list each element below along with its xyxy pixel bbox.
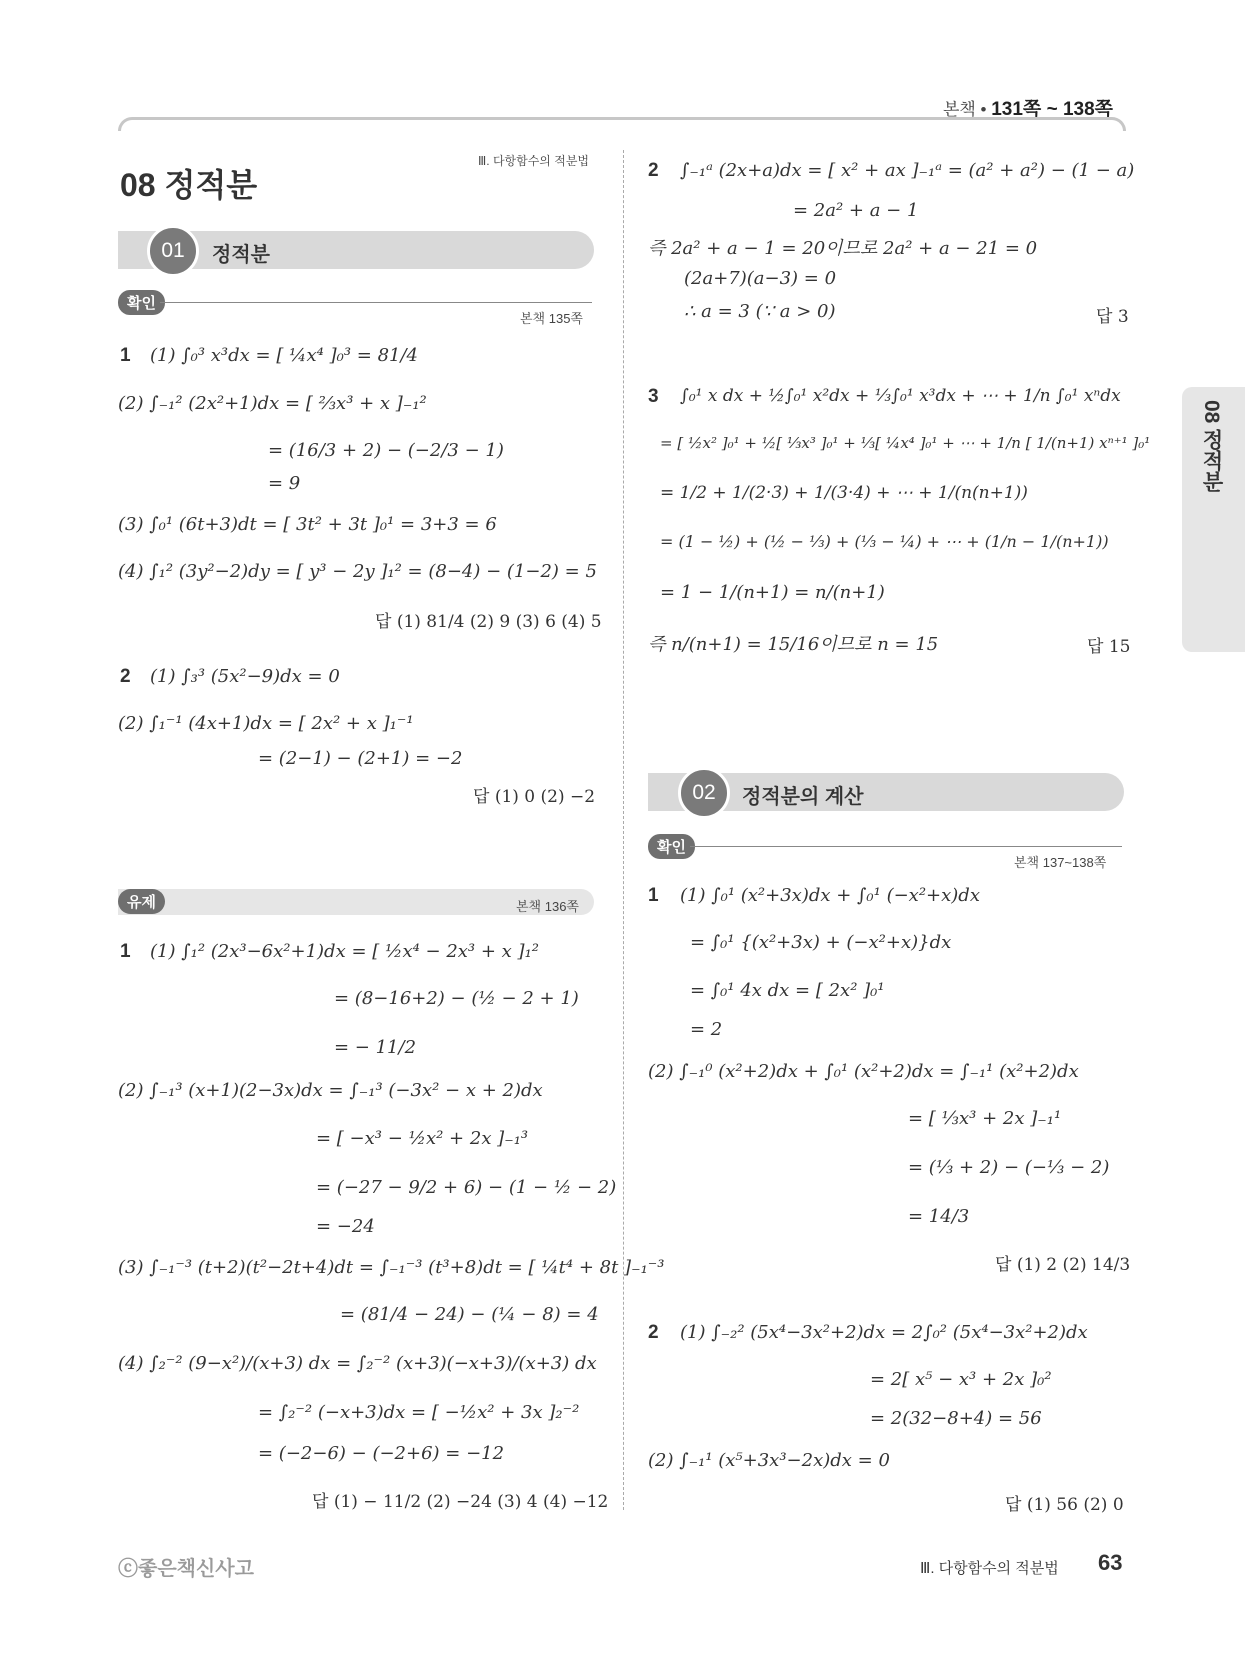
- math-line: 즉 2a² + a − 1 = 20이므로 2a² + a − 21 = 0: [648, 238, 1038, 259]
- answer: 답 3: [1096, 307, 1129, 327]
- math-line: = [ ⅓x³ + 2x ]₋₁¹: [908, 1108, 1062, 1129]
- math-line: (1) ∫₃³ (5x²−9)dx = 0: [150, 666, 340, 687]
- math-line: (4) ∫₁² (3y²−2)dy = [ y³ − 2y ]₁² = (8−4) − (1−2) = 5: [118, 561, 597, 582]
- math-line: = (16/3 + 2) − (−2/3 − 1): [268, 440, 504, 461]
- math-line: (1) ∫₀³ x³dx = [ ¼x⁴ ]₀³ = 81/4: [150, 345, 418, 366]
- math-line: (2a+7)(a−3) = 0: [684, 268, 837, 289]
- math-line: = 2[ x⁵ − x³ + 2x ]₀²: [870, 1369, 1052, 1390]
- math-line: = −24: [316, 1216, 375, 1237]
- math-line: (2) ∫₋₁² (2x²+1)dx = [ ⅔x³ + x ]₋₁²: [118, 393, 427, 414]
- math-line: (4) ∫₂⁻² (9−x²)/(x+3) dx = ∫₂⁻² (x+3)(−x+3)/(x+3) dx: [118, 1353, 597, 1374]
- math-line: = (−2−6) − (−2+6) = −12: [258, 1443, 505, 1464]
- chapter-subtitle: Ⅲ. 다항함수의 적분법: [478, 154, 590, 168]
- answer: 답 15: [1087, 637, 1131, 657]
- publisher-logo: ⓒ좋은책신사고: [118, 1558, 254, 1580]
- page-ref-range: 131쪽 ~ 138쪽: [991, 99, 1113, 120]
- math-line: = (−27 − 9/2 + 6) − (1 − ½ − 2): [316, 1177, 617, 1198]
- section-2-number: 02: [678, 767, 730, 819]
- math-line: = 2: [690, 1019, 723, 1040]
- problem-3-number: 3: [648, 386, 659, 407]
- confirm-rule: [160, 302, 592, 303]
- math-line: (2) ∫₋₁¹ (x⁵+3x³−2x)dx = 0: [648, 1450, 890, 1471]
- math-line: (2) ∫₋₁⁰ (x²+2)dx + ∫₀¹ (x²+2)dx = ∫₋₁¹ (x²+2)dx: [648, 1061, 1079, 1082]
- confirm-page-ref: 본책 135쪽: [520, 311, 583, 326]
- confirm-label: 확인: [648, 834, 695, 859]
- math-line: = [ −x³ − ½x² + 2x ]₋₁³: [316, 1128, 529, 1149]
- math-line: ∫₋₁ᵃ (2x+a)dx = [ x² + ax ]₋₁ᵃ = (a² + a²) − (1 − a): [680, 160, 1135, 181]
- page-ref-prefix: 본책: [942, 100, 976, 119]
- confirm-rule: [690, 846, 1122, 847]
- section-2-title: 정적분의 계산: [742, 786, 864, 808]
- problem-1-number: 1: [120, 345, 131, 366]
- footer-chapter: Ⅲ. 다항함수의 적분법: [920, 1560, 1059, 1577]
- chapter-title: 08 정적분: [120, 167, 258, 203]
- example-page-ref: 본책 136쪽: [516, 899, 579, 914]
- math-line: = 14/3: [908, 1206, 970, 1227]
- math-line: = (1 − ½) + (½ − ⅓) + (⅓ − ¼) + ⋯ + (1/n − 1/(n+1)): [660, 532, 1109, 551]
- math-line: (2) ∫₁⁻¹ (4x+1)dx = [ 2x² + x ]₁⁻¹: [118, 713, 414, 734]
- page-reference: 본책 • 131쪽 ~ 138쪽: [942, 99, 1113, 120]
- top-rule: [118, 117, 1126, 131]
- math-line: = (81/4 − 24) − (¼ − 8) = 4: [340, 1304, 599, 1325]
- math-line: = (⅓ + 2) − (−⅓ − 2): [908, 1157, 1110, 1178]
- math-line: ∴ a = 3 (∵ a > 0): [684, 301, 836, 322]
- answer: 답 (1) 56 (2) 0: [1005, 1495, 1124, 1515]
- problem-1-number: 1: [648, 885, 659, 906]
- problem-2-number: 2: [648, 1322, 659, 1343]
- math-line: 즉 n/(n+1) = 15/16이므로 n = 15: [648, 634, 939, 655]
- math-line: (3) ∫₀¹ (6t+3)dt = [ 3t² + 3t ]₀¹ = 3+3 = 6: [118, 514, 497, 535]
- answer: 답 (1) − 11/2 (2) −24 (3) 4 (4) −12: [312, 1492, 609, 1512]
- example-label: 유제: [118, 889, 165, 914]
- math-line: = ∫₂⁻² (−x+3)dx = [ −½x² + 3x ]₂⁻²: [258, 1402, 580, 1423]
- math-line: = 2(32−8+4) = 56: [870, 1408, 1042, 1429]
- math-line: = [ ½x² ]₀¹ + ½[ ⅓x³ ]₀¹ + ⅓[ ¼x⁴ ]₀¹ + ⋯ + 1/n [ 1/(n+1) xⁿ⁺¹ ]₀¹: [660, 434, 1151, 452]
- math-line: ∫₀¹ x dx + ½∫₀¹ x²dx + ⅓∫₀¹ x³dx + ⋯ + 1/n ∫₀¹ xⁿdx: [680, 386, 1121, 406]
- page-number: 63: [1098, 1550, 1123, 1575]
- problem-1-number: 1: [120, 941, 131, 962]
- problem-2-number: 2: [648, 160, 659, 181]
- math-line: = − 11/2: [334, 1037, 417, 1058]
- math-line: = ∫₀¹ {(x²+3x) + (−x²+x)}dx: [690, 932, 952, 953]
- math-line: (1) ∫₀¹ (x²+3x)dx + ∫₀¹ (−x²+x)dx: [680, 885, 980, 906]
- math-line: (1) ∫₁² (2x³−6x²+1)dx = [ ½x⁴ − 2x³ + x ]₁²: [150, 941, 540, 962]
- math-line: (3) ∫₋₁⁻³ (t+2)(t²−2t+4)dt = ∫₋₁⁻³ (t³+8)dt = [ ¼t⁴ + 8t ]₋₁⁻³: [118, 1257, 665, 1278]
- math-line: = (2−1) − (2+1) = −2: [258, 748, 463, 769]
- answer: 답 (1) 81/4 (2) 9 (3) 6 (4) 5: [375, 612, 602, 632]
- answer: 답 (1) 0 (2) −2: [473, 787, 596, 807]
- section-1-title: 정적분: [212, 244, 270, 266]
- answer: 답 (1) 2 (2) 14/3: [995, 1255, 1131, 1275]
- math-line: = 2a² + a − 1: [793, 200, 919, 221]
- column-divider: [623, 150, 624, 1510]
- section-1-number: 01: [147, 225, 199, 277]
- math-line: = 9: [268, 473, 301, 494]
- confirm-page-ref: 본책 137~138쪽: [1014, 855, 1107, 870]
- math-line: = (8−16+2) − (½ − 2 + 1): [334, 988, 579, 1009]
- math-line: (2) ∫₋₁³ (x+1)(2−3x)dx = ∫₋₁³ (−3x² − x + 2)dx: [118, 1080, 543, 1101]
- math-line: = 1 − 1/(n+1) = n/(n+1): [660, 582, 885, 603]
- math-line: = ∫₀¹ 4x dx = [ 2x² ]₀¹: [690, 980, 885, 1001]
- math-line: (1) ∫₋₂² (5x⁴−3x²+2)dx = 2∫₀² (5x⁴−3x²+2)dx: [680, 1322, 1088, 1343]
- problem-2-number: 2: [120, 666, 131, 687]
- math-line: = 1/2 + 1/(2·3) + 1/(3·4) + ⋯ + 1/(n(n+1)): [660, 483, 1028, 503]
- side-tab-label: 08 정적분: [1200, 400, 1223, 493]
- confirm-label: 확인: [118, 290, 165, 315]
